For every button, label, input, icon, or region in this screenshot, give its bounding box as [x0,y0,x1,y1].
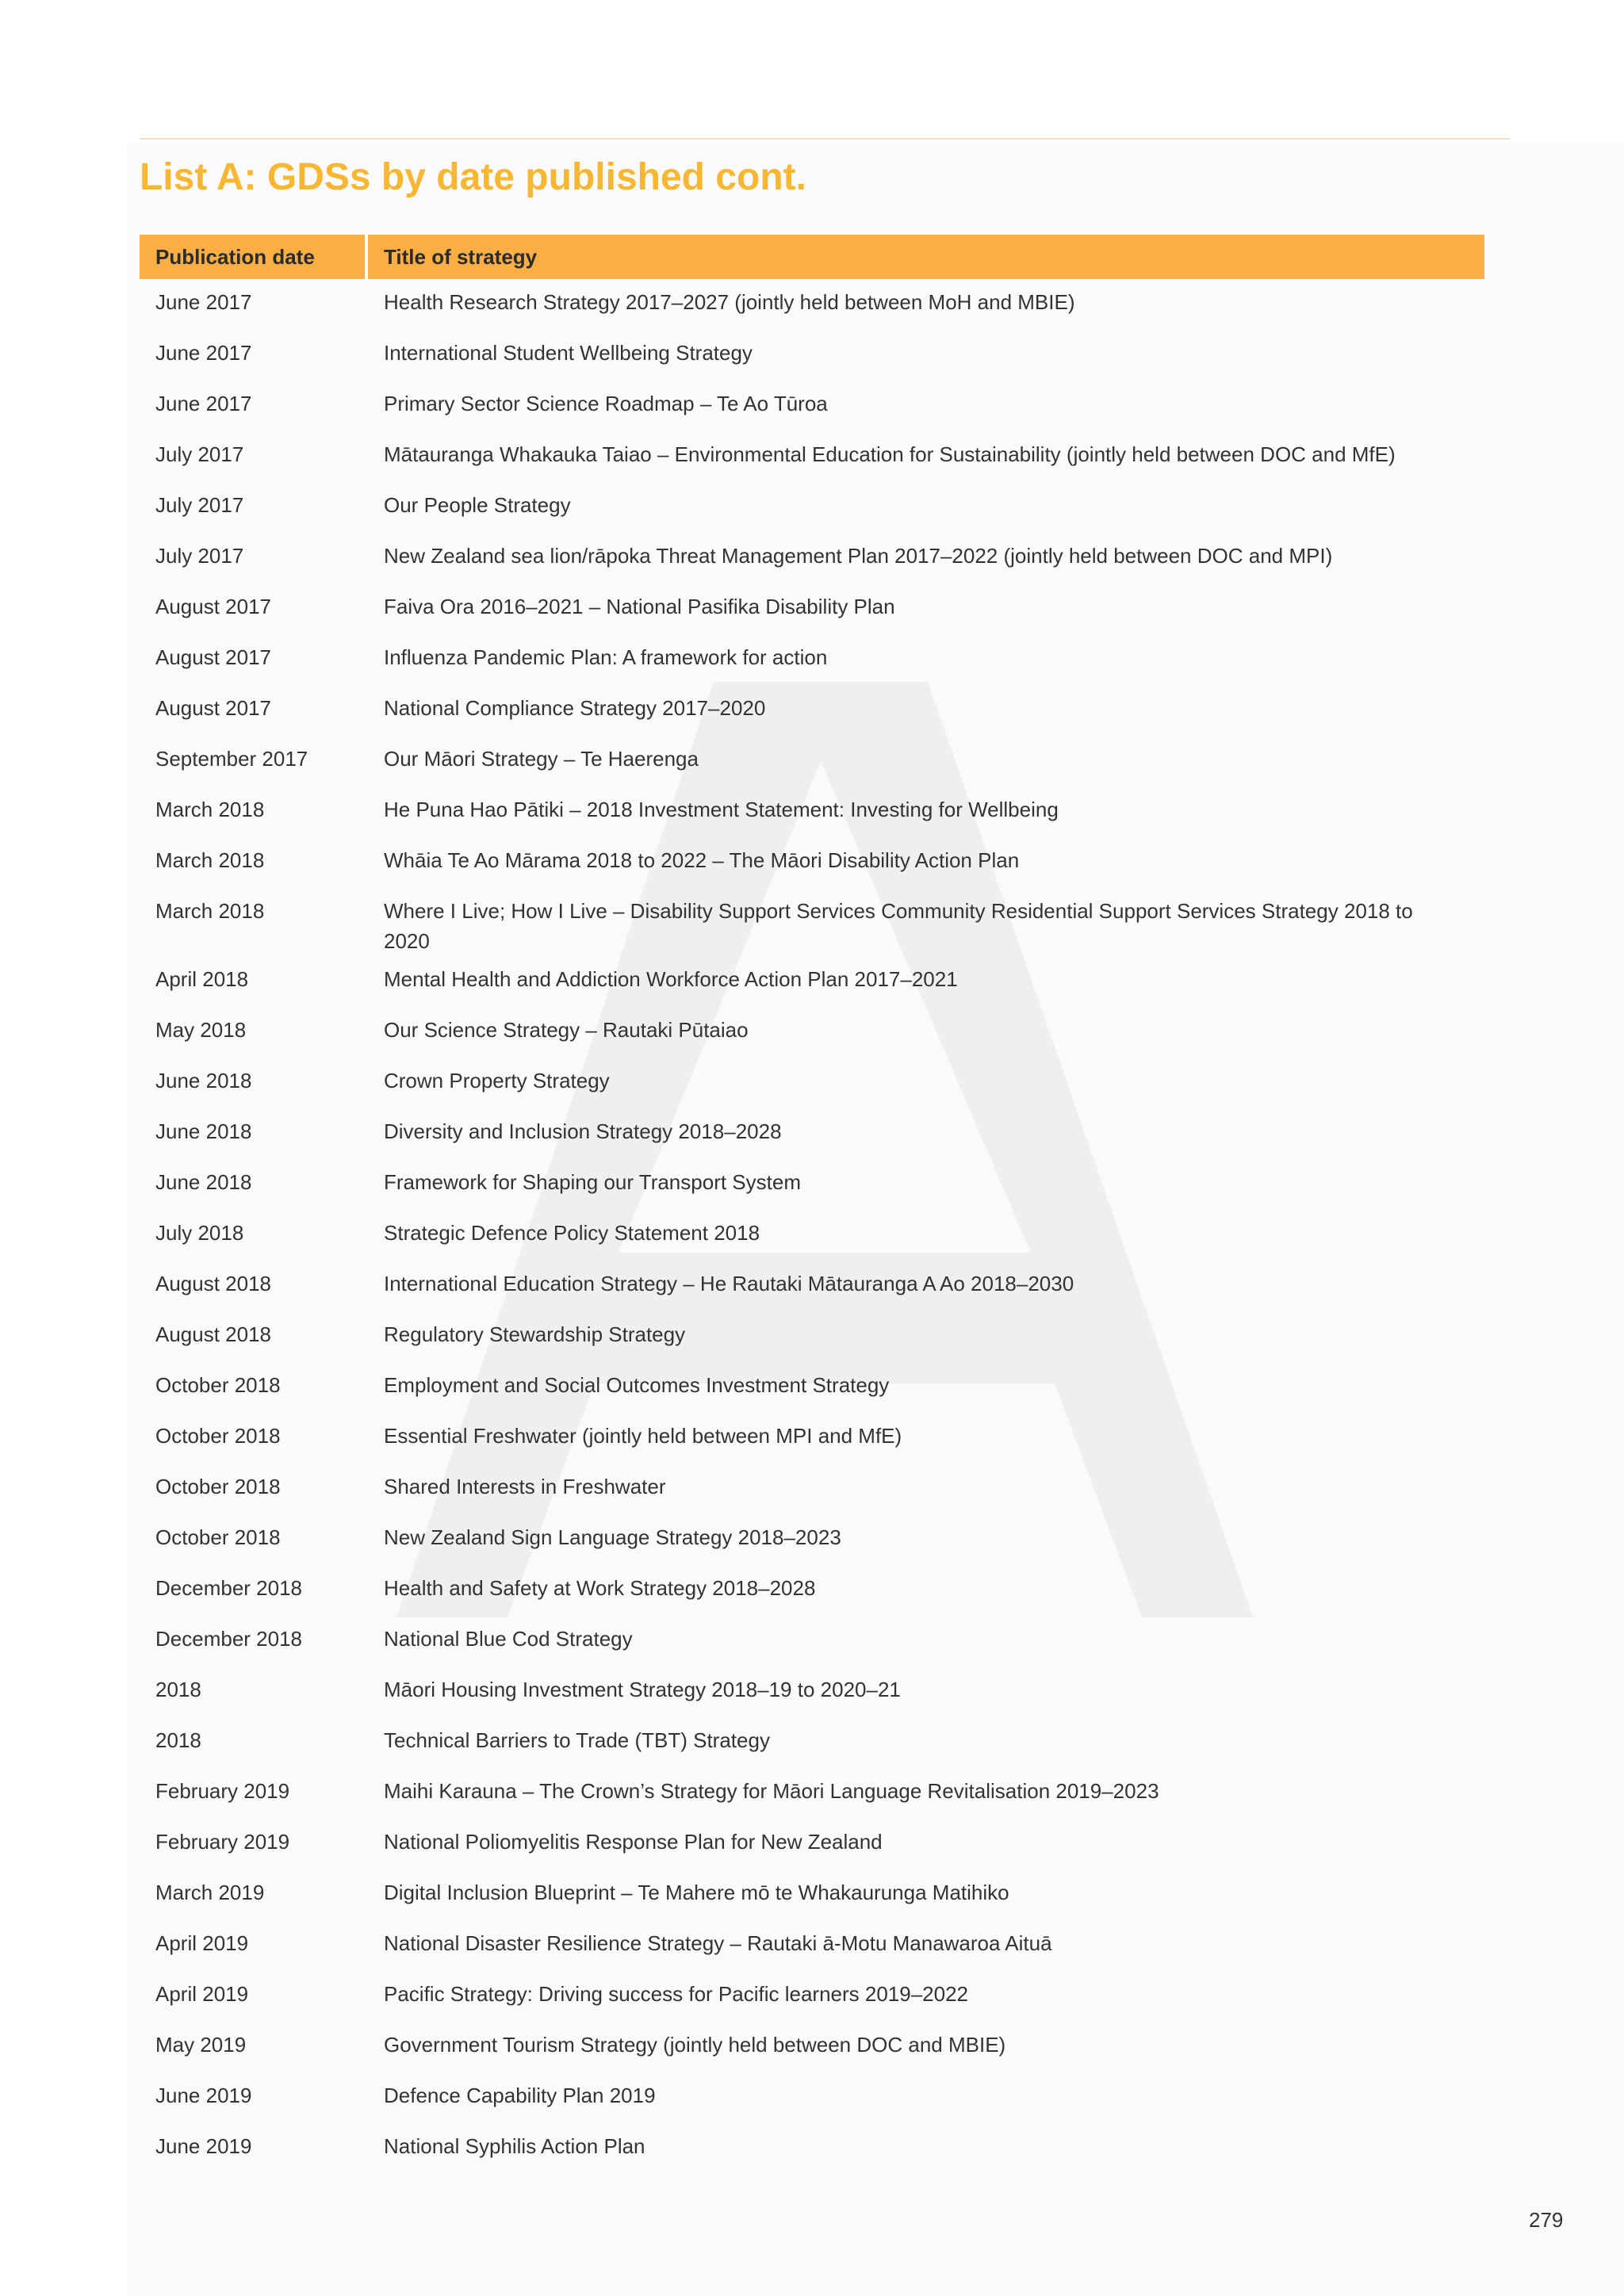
publication-date-cell: June 2017 [155,392,252,415]
table-row [140,279,1484,330]
publication-date-cell: August 2018 [155,1322,272,1346]
table-row [140,1159,1484,1210]
strategy-table [140,235,1484,2174]
strategy-title-cell: Framework for Shaping our Transport System [384,1170,801,1194]
header-title-of-strategy: Title of strategy [368,235,1484,279]
publication-date-cell: March 2018 [155,798,265,821]
strategy-title-cell: Faiva Ora 2016–2021 – National Pasifika Disability Plan [384,595,895,618]
publication-date-cell: April 2018 [155,967,249,991]
strategy-title-cell: National Compliance Strategy 2017–2020 [384,696,766,720]
table-row [140,584,1484,634]
table-row [140,634,1484,685]
strategy-title-cell: International Education Strategy – He Rautaki Mātauranga A Ao 2018–2030 [384,1272,1074,1295]
publication-date-cell: October 2018 [155,1475,281,1498]
table-row [140,1768,1484,1819]
strategy-title-cell: Māori Housing Investment Strategy 2018–19 to 2020–21 [384,1678,901,1701]
strategy-title-cell: Digital Inclusion Blueprint – Te Mahere mō te Whakaurunga Matihiko [384,1881,1009,1904]
strategy-title-cell: Employment and Social Outcomes Investment Strategy [384,1373,890,1397]
strategy-title-cell: Maihi Karauna – The Crown’s Strategy for Māori Language Revitalisation 2019–2023 [384,1779,1159,1803]
strategy-title-cell: Health Research Strategy 2017–2027 (jointly held between MoH and MBIE) [384,290,1075,314]
table-body [140,279,1484,2174]
header-publication-date: Publication date [140,235,365,279]
table-row [140,1108,1484,1159]
publication-date-cell: December 2018 [155,1576,302,1600]
table-row [140,431,1484,482]
table-row [140,381,1484,431]
strategy-title-cell: Diversity and Inclusion Strategy 2018–2028 [384,1119,782,1143]
publication-date-cell: March 2018 [155,899,265,923]
publication-date-cell: May 2019 [155,2033,247,2057]
table-row [140,330,1484,381]
strategy-title-cell: Our Māori Strategy – Te Haerenga [384,747,699,771]
publication-date-cell: October 2018 [155,1424,281,1448]
strategy-title-cell: International Student Wellbeing Strategy [384,341,753,365]
strategy-title-cell: New Zealand Sign Language Strategy 2018–2023 [384,1525,841,1549]
table-row [140,533,1484,584]
strategy-title-cell: National Disaster Resilience Strategy – Rautaki ā-Motu Manawaroa Aituā [384,1931,1052,1955]
page-number: 279 [1529,2208,1564,2232]
table-row [140,1058,1484,1108]
table-row [140,1920,1484,1971]
strategy-title-cell: National Syphilis Action Plan [384,2134,645,2158]
strategy-title-cell: National Poliomyelitis Response Plan for New Zealand [384,1830,883,1854]
publication-date-cell: July 2017 [155,493,244,517]
publication-date-cell: March 2019 [155,1881,265,1904]
table-row [140,1565,1484,1616]
publication-date-cell: 2018 [155,1678,201,1701]
table-row [140,956,1484,1007]
publication-date-cell: June 2017 [155,341,252,365]
publication-date-cell: July 2017 [155,442,244,466]
strategy-title-cell: Technical Barriers to Trade (TBT) Strategy [384,1728,770,1752]
publication-date-cell: September 2017 [155,747,308,771]
publication-date-cell: April 2019 [155,1982,249,2006]
strategy-title-cell: Regulatory Stewardship Strategy [384,1322,686,1346]
table-row [140,1971,1484,2022]
table-row [140,1616,1484,1667]
top-divider [140,138,1510,140]
publication-date-cell: June 2018 [155,1170,252,1194]
table-row [140,1464,1484,1514]
publication-date-cell: June 2019 [155,2084,252,2107]
table-row [140,1667,1484,1717]
publication-date-cell: August 2017 [155,595,272,618]
publication-date-cell: October 2018 [155,1525,281,1549]
strategy-title-cell: Influenza Pandemic Plan: A framework for action [384,645,828,669]
publication-date-cell: July 2018 [155,1221,244,1245]
publication-date-cell: June 2017 [155,290,252,314]
strategy-title-cell: Our People Strategy [384,493,571,517]
strategy-title-cell: He Puna Hao Pātiki – 2018 Investment Statement: Investing for Wellbeing [384,798,1059,821]
strategy-title-cell: National Blue Cod Strategy [384,1627,633,1651]
table-row [140,888,1484,956]
table-row [140,1261,1484,1311]
publication-date-cell: April 2019 [155,1931,249,1955]
strategy-title-cell: Shared Interests in Freshwater [384,1475,666,1498]
table-row [140,1362,1484,1413]
strategy-title-cell: Essential Freshwater (jointly held between MPI and MfE) [384,1424,902,1448]
table-row [140,1007,1484,1058]
strategy-title-cell: Crown Property Strategy [384,1069,610,1093]
publication-date-cell: June 2018 [155,1119,252,1143]
table-header [140,235,1484,279]
table-row [140,736,1484,786]
publication-date-cell: June 2018 [155,1069,252,1093]
publication-date-cell: 2018 [155,1728,201,1752]
strategy-title-cell: New Zealand sea lion/rāpoka Threat Management Plan 2017–2022 (jointly held between DOC and MPI) [384,544,1333,568]
publication-date-cell: August 2017 [155,645,272,669]
strategy-title-cell: Health and Safety at Work Strategy 2018–2028 [384,1576,816,1600]
strategy-title-cell: Mental Health and Addiction Workforce Action Plan 2017–2021 [384,967,958,991]
publication-date-cell: February 2019 [155,1830,290,1854]
strategy-title-cell: Pacific Strategy: Driving success for Pacific learners 2019–2022 [384,1982,969,2006]
page-heading: List A: GDSs by date published cont. [140,156,806,198]
strategy-title-cell: Where I Live; How I Live – Disability Support Services Community Residential Support Services Strategy 2018 to 2020 [384,899,1413,953]
strategy-title-cell: Government Tourism Strategy (jointly held between DOC and MBIE) [384,2033,1006,2057]
strategy-title-cell: Defence Capability Plan 2019 [384,2084,656,2107]
table-row [140,1514,1484,1565]
table-row [140,837,1484,888]
table-row [140,1717,1484,1768]
table-row [140,2072,1484,2123]
strategy-title-cell: Strategic Defence Policy Statement 2018 [384,1221,760,1245]
publication-date-cell: August 2017 [155,696,272,720]
strategy-title-cell: Whāia Te Ao Mārama 2018 to 2022 – The Māori Disability Action Plan [384,848,1020,872]
strategy-title-cell: Our Science Strategy – Rautaki Pūtaiao [384,1018,749,1042]
table-row [140,1210,1484,1261]
table-row [140,1413,1484,1464]
publication-date-cell: June 2019 [155,2134,252,2158]
publication-date-cell: March 2018 [155,848,265,872]
publication-date-cell: October 2018 [155,1373,281,1397]
table-row [140,1311,1484,1362]
strategy-title-cell: Mātauranga Whakauka Taiao – Environmental Education for Sustainability (jointly held between DOC and MfE) [384,442,1396,466]
publication-date-cell: February 2019 [155,1779,290,1803]
table-row [140,786,1484,837]
table-row [140,2123,1484,2174]
table-row [140,1819,1484,1869]
publication-date-cell: August 2018 [155,1272,272,1295]
publication-date-cell: July 2017 [155,544,244,568]
table-row [140,1869,1484,1920]
publication-date-cell: December 2018 [155,1627,302,1651]
table-row [140,482,1484,533]
publication-date-cell: May 2018 [155,1018,247,1042]
table-row [140,685,1484,736]
strategy-title-cell: Primary Sector Science Roadmap – Te Ao Tūroa [384,392,828,415]
table-row [140,2022,1484,2072]
